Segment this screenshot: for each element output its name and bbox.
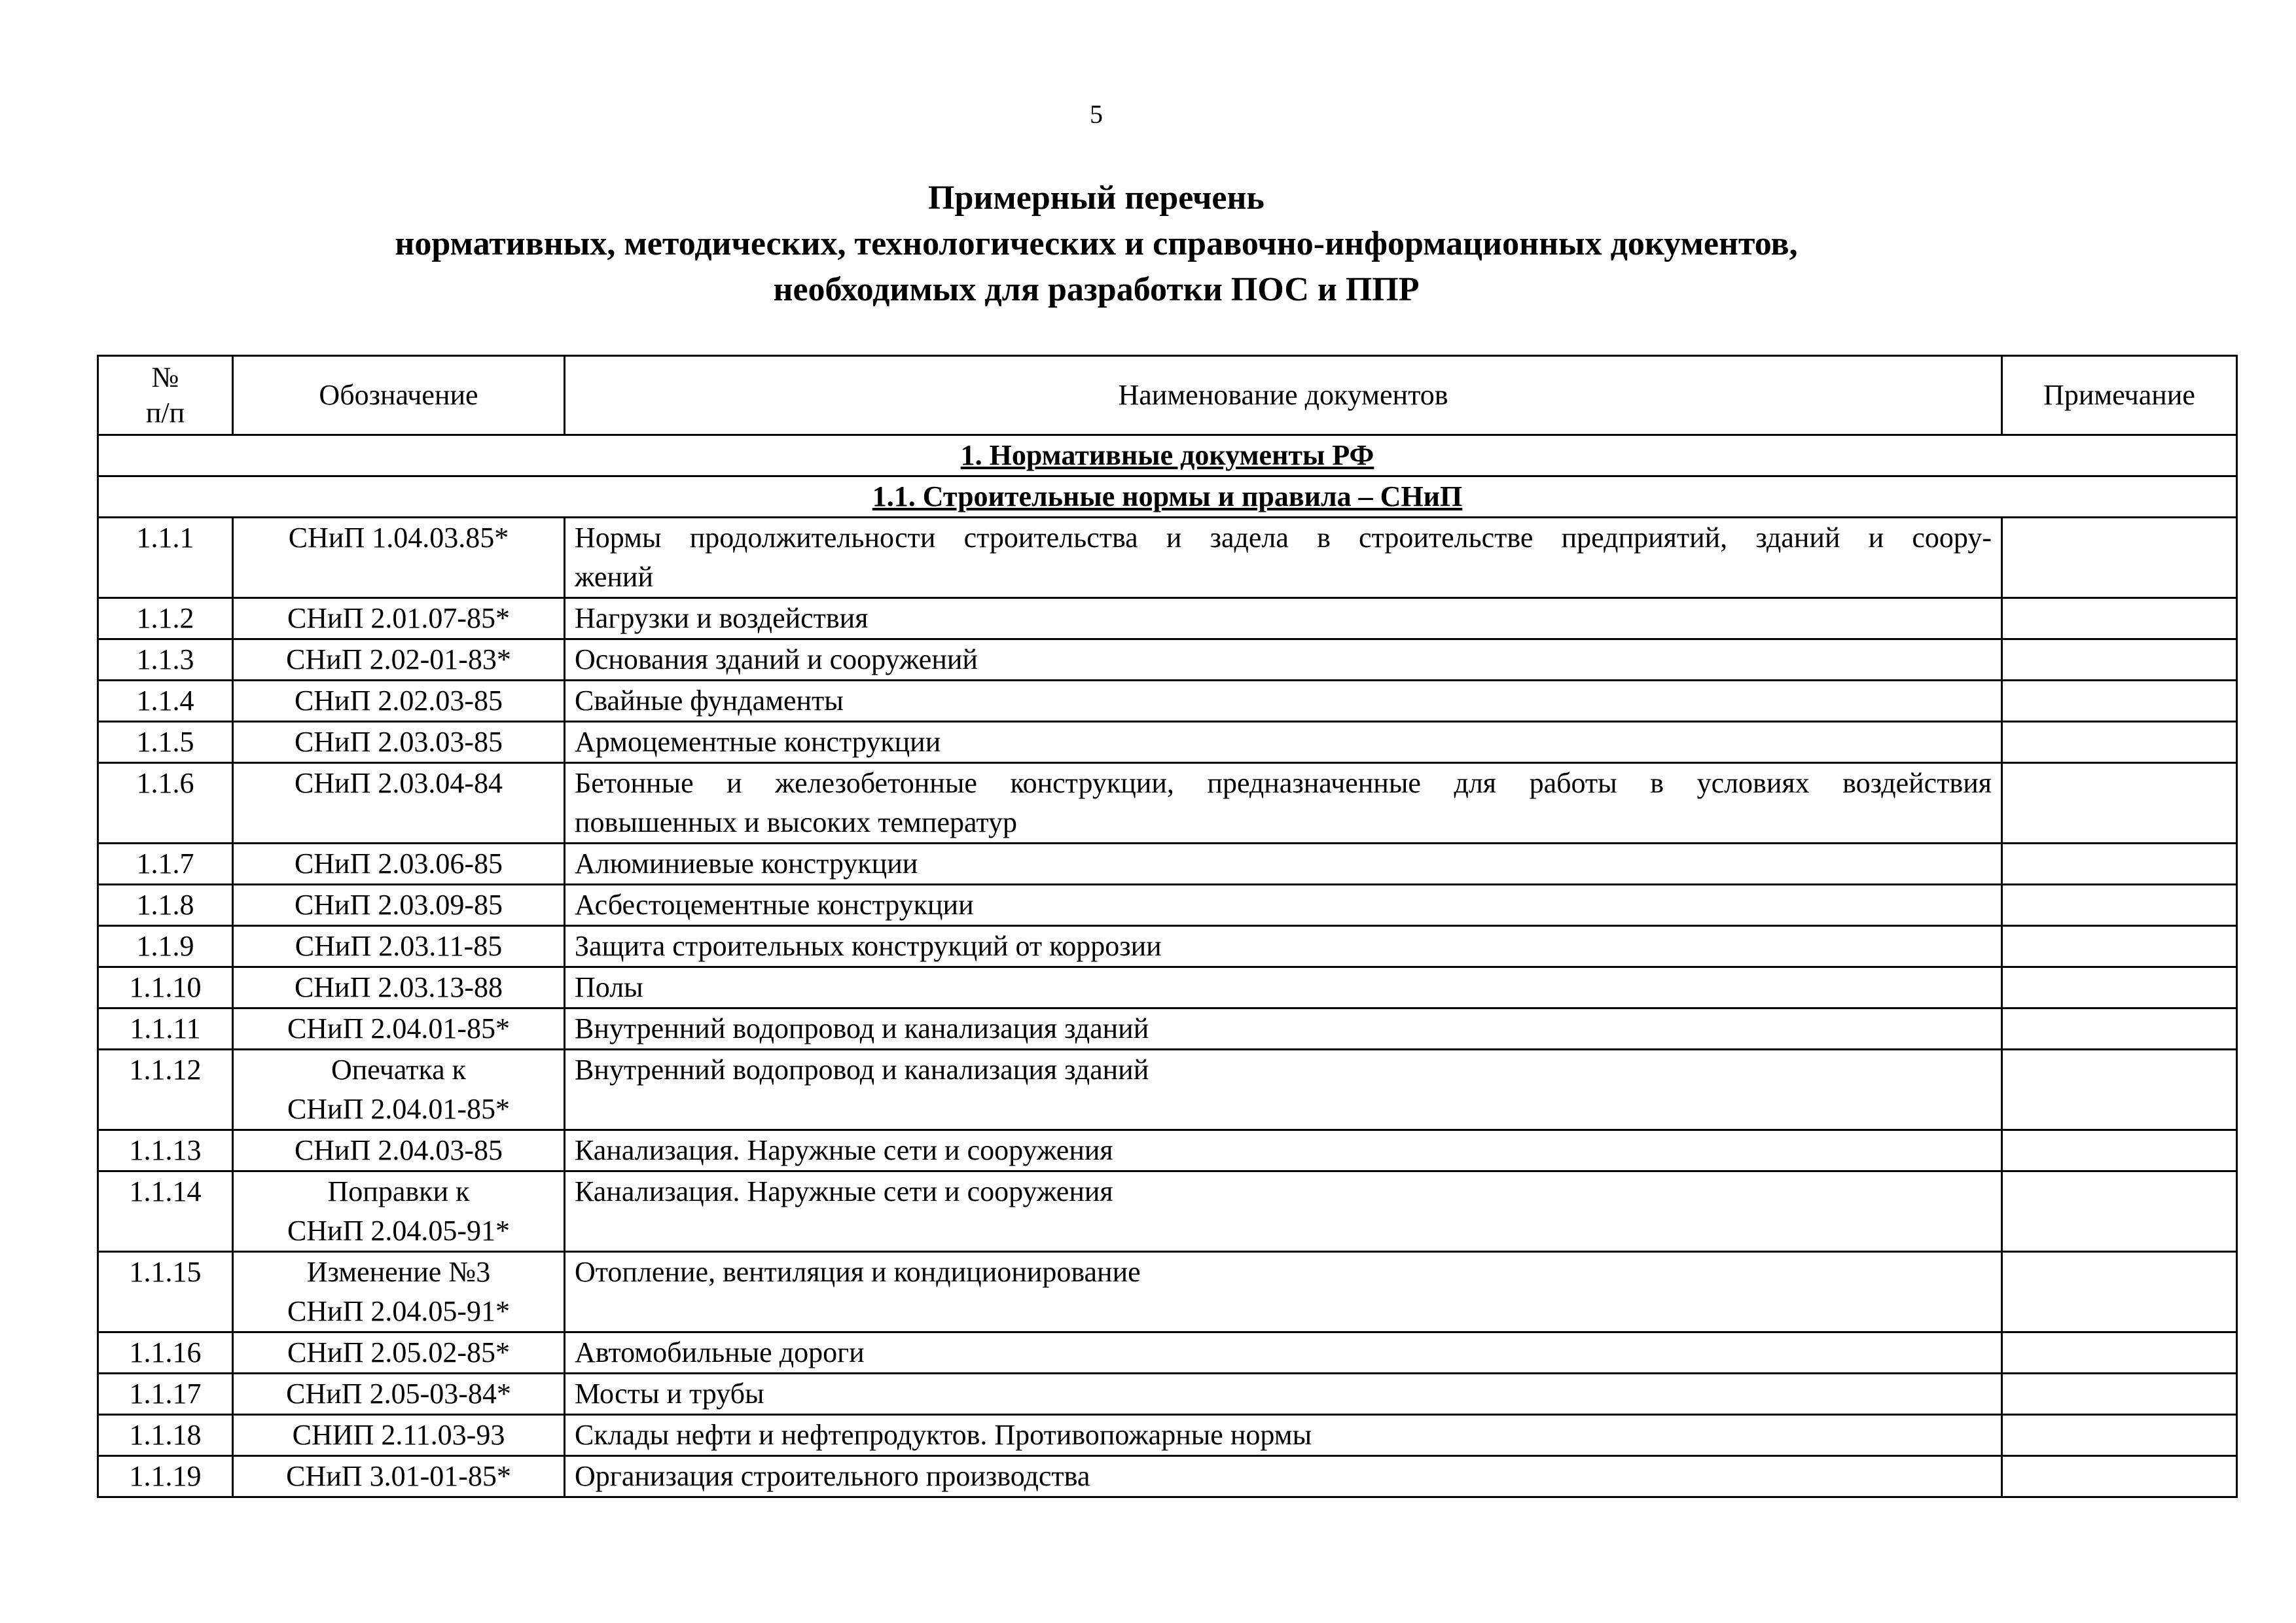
document-name-line: Канализация. Наружные сети и сооружения [575,1175,1113,1207]
row-designation [233,598,565,639]
row-number: 1.1.14 [98,1171,233,1252]
row-designation [233,518,565,598]
table-body [98,435,2237,1497]
row-number: 1.1.13 [98,1130,233,1171]
table-row [98,763,2237,844]
row-document-name [565,1456,2002,1497]
row-number: 1.1.17 [98,1374,233,1415]
row-note [2002,1130,2237,1171]
document-name-line: Нормы продолжительности строительства и задела в строительстве предприятий, зданий и соору- [575,522,1992,554]
document-name-line: Нагрузки и воздействия [575,602,869,634]
designation-line: СНиП 2.03.11-85 [295,930,503,962]
row-document-name [565,926,2002,967]
row-document-name [565,598,2002,639]
section-row [98,435,2237,476]
row-designation [233,1008,565,1050]
document-title [0,175,2193,313]
row-note [2002,639,2237,681]
row-note [2002,1252,2237,1332]
row-number: 1.1.4 [98,681,233,722]
designation-line: СНиП 2.02-01-83* [286,643,511,675]
document-name-line: Отопление, вентиляция и кондиционирование [575,1256,1141,1288]
row-designation [233,639,565,681]
table-row [98,885,2237,926]
row-document-name [565,1171,2002,1252]
row-number: 1.1.9 [98,926,233,967]
designation-line: Изменение №3 [306,1256,491,1288]
table-row [98,1415,2237,1456]
row-document-name [565,681,2002,722]
row-note [2002,518,2237,598]
row-note [2002,926,2237,967]
row-designation [233,1130,565,1171]
row-number: 1.1.6 [98,763,233,844]
designation-line: СНиП 2.03.09-85 [294,889,503,921]
document-name-line: Склады нефти и нефтепродуктов. Противопожарные нормы [575,1419,1312,1451]
header-number-line-2: п/п [145,397,185,429]
table-row [98,518,2237,598]
row-designation [233,885,565,926]
subsection-heading: 1.1. Строительные нормы и правила – СНиП [98,476,2237,518]
page-number: 5 [1090,99,1103,129]
designation-line: СНиП 2.05.02-85* [287,1336,511,1368]
row-document-name [565,1050,2002,1130]
title-line-2: нормативных, методических, технологических и справочно-информационных документов, [395,225,1798,262]
table-row [98,722,2237,763]
header-number-line-1: № [151,361,179,393]
row-designation [233,844,565,885]
row-note [2002,1171,2237,1252]
header-note: Примечание [2002,356,2237,435]
row-designation [233,722,565,763]
row-document-name [565,1008,2002,1050]
designation-line: СНиП 2.04.01-85* [287,1093,511,1125]
row-designation [233,1456,565,1497]
row-number: 1.1.15 [98,1252,233,1332]
document-name-line: Алюминиевые конструкции [575,847,918,880]
row-note [2002,1415,2237,1456]
title-line-1: Примерный перечень [928,179,1265,217]
row-note [2002,1050,2237,1130]
document-name-line: Асбестоцементные конструкции [575,889,974,921]
row-document-name [565,844,2002,885]
document-name-line: Внутренний водопровод и канализация зданий [575,1012,1149,1044]
document-name-line: Армоцементные конструкции [575,726,941,758]
table-row [98,1332,2237,1374]
document-name-line: жений [575,561,653,593]
row-document-name [565,1415,2002,1456]
designation-line: СНиП 2.01.07-85* [287,602,511,634]
designation-line: СНиП 3.01-01-85* [286,1460,511,1492]
document-name-line: Основания зданий и сооружений [575,643,978,675]
row-designation [233,1415,565,1456]
row-note [2002,844,2237,885]
row-note [2002,681,2237,722]
row-document-name [565,967,2002,1008]
designation-line: Поправки к [327,1175,470,1207]
row-designation [233,681,565,722]
table-row [98,681,2237,722]
row-document-name [565,1252,2002,1332]
table-row [98,1130,2237,1171]
row-document-name [565,518,2002,598]
designation-line: СНиП 2.03.04-84 [294,767,503,799]
row-note [2002,885,2237,926]
table-row [98,926,2237,967]
title-line-3: необходимых для разработки ПОС и ППР [773,271,1420,308]
document-name-line: Организация строительного производства [575,1460,1090,1492]
table-row [98,967,2237,1008]
row-note [2002,722,2237,763]
row-designation [233,1252,565,1332]
designation-line: СНиП 2.04.05-91* [287,1215,511,1247]
designation-line: СНиП 2.04.05-91* [287,1295,511,1327]
designation-line: СНиП 2.04.01-85* [287,1012,511,1044]
row-note [2002,967,2237,1008]
row-number: 1.1.18 [98,1415,233,1456]
row-designation [233,926,565,967]
table-row [98,1456,2237,1497]
row-number: 1.1.7 [98,844,233,885]
table-row [98,1171,2237,1252]
row-note [2002,598,2237,639]
row-document-name [565,1130,2002,1171]
table-row [98,1374,2237,1415]
designation-line: СНиП 2.05-03-84* [286,1378,511,1410]
designation-line: СНиП 2.04.03-85 [294,1134,503,1166]
document-name-line: Защита строительных конструкций от коррозии [575,930,1162,962]
row-note [2002,1008,2237,1050]
document-name-line: Мосты и трубы [575,1378,764,1410]
designation-line: СНиП 1.04.03.85* [288,522,509,554]
header-name: Наименование документов [565,356,2002,435]
row-note [2002,1456,2237,1497]
document-name-line: Автомобильные дороги [575,1336,865,1368]
row-note [2002,763,2237,844]
documents-table [97,355,2238,1498]
row-document-name [565,763,2002,844]
designation-line: СНиП 2.03.06-85 [294,847,503,880]
row-document-name [565,1332,2002,1374]
row-number: 1.1.16 [98,1332,233,1374]
designation-line: Опечатка к [331,1054,467,1086]
row-note [2002,1374,2237,1415]
table-row [98,844,2237,885]
subsection-row [98,476,2237,518]
table-header-row [98,356,2237,435]
row-number: 1.1.5 [98,722,233,763]
row-note [2002,1332,2237,1374]
row-document-name [565,885,2002,926]
row-number: 1.1.2 [98,598,233,639]
row-number: 1.1.12 [98,1050,233,1130]
row-document-name [565,639,2002,681]
document-name-line: Внутренний водопровод и канализация зданий [575,1054,1149,1086]
row-document-name [565,1374,2002,1415]
document-name-line: Свайные фундаменты [575,685,844,717]
table-row [98,598,2237,639]
header-code: Обозначение [233,356,565,435]
designation-line: СНиП 2.03.03-85 [294,726,503,758]
header-number [98,356,233,435]
row-document-name [565,722,2002,763]
row-designation [233,763,565,844]
row-designation [233,967,565,1008]
row-number: 1.1.1 [98,518,233,598]
document-name-line: Бетонные и железобетонные конструкции, предназначенные для работы в условиях воздействия [575,767,1992,799]
row-number: 1.1.8 [98,885,233,926]
row-designation [233,1374,565,1415]
document-name-line: Канализация. Наружные сети и сооружения [575,1134,1113,1166]
table-row [98,1252,2237,1332]
designation-line: СНиП 2.02.03-85 [294,685,503,717]
designation-line: СНиП 2.03.13-88 [294,971,503,1003]
document-name-line: повышенных и высоких температур [575,806,1018,838]
row-number: 1.1.3 [98,639,233,681]
table-row [98,1008,2237,1050]
row-number: 1.1.11 [98,1008,233,1050]
designation-line: СНИП 2.11.03-93 [292,1419,505,1451]
table-row [98,1050,2237,1130]
row-designation [233,1332,565,1374]
row-designation [233,1050,565,1130]
row-designation [233,1171,565,1252]
row-number: 1.1.19 [98,1456,233,1497]
table-row [98,639,2237,681]
document-name-line: Полы [575,971,643,1003]
row-number: 1.1.10 [98,967,233,1008]
section-heading: 1. Нормативные документы РФ [98,435,2237,476]
